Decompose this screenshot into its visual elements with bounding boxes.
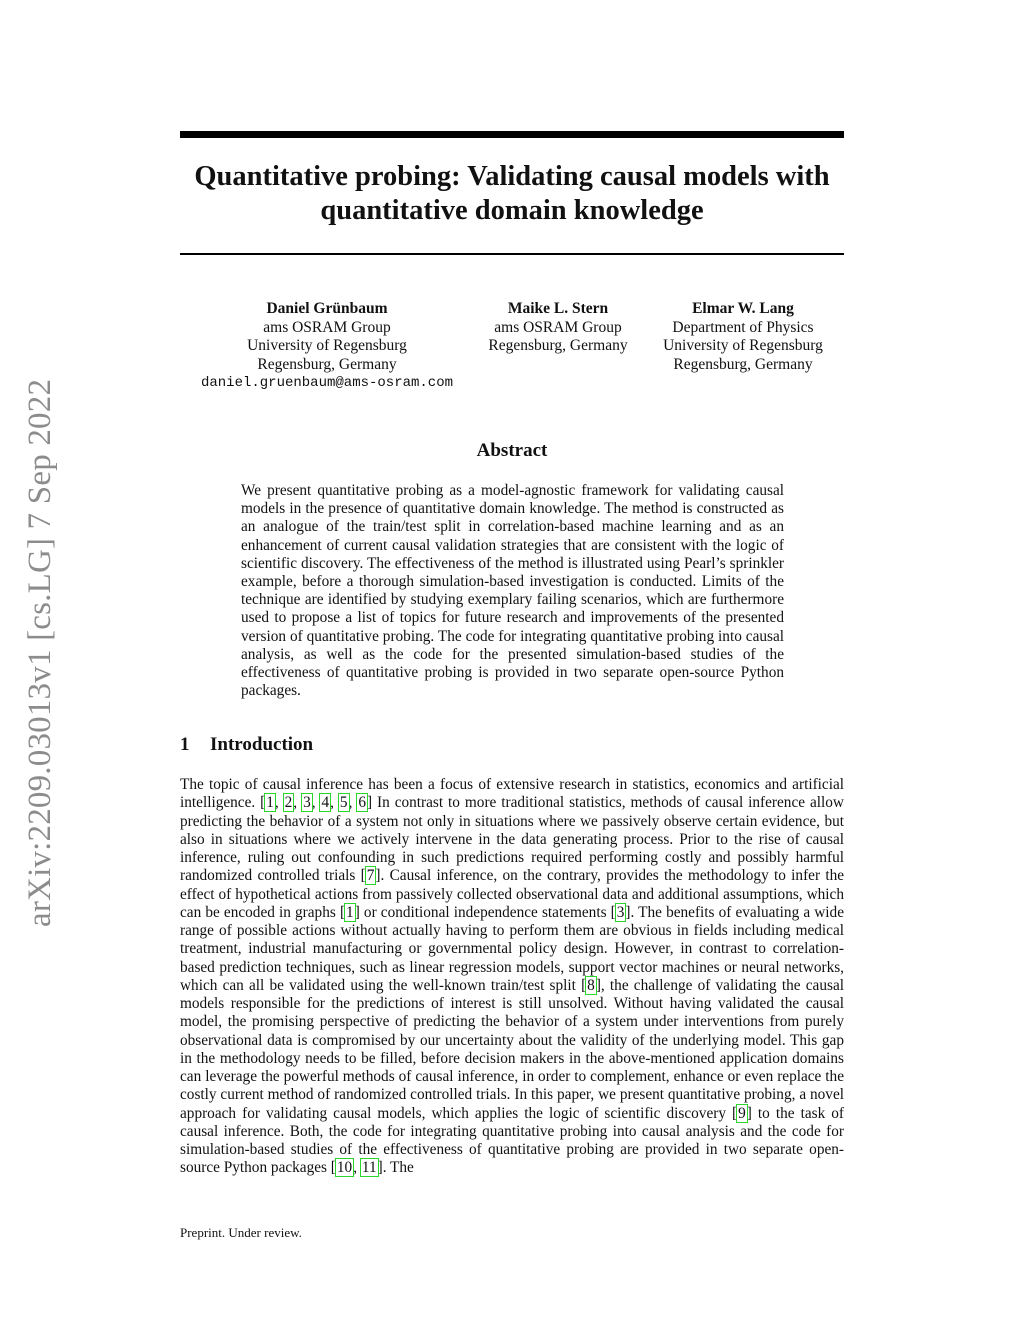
citation-link[interactable]: 4 [321,794,330,812]
citation-link[interactable]: 3 [616,903,625,921]
author-name: Maike L. Stern [507,300,609,317]
citation-link[interactable]: 6 [358,794,366,812]
abstract-text: We present quantitative probing as a model-agnostic framework for validating causal models in the presence of quantitative domain knowledge. The method is constructed as an analogue of the train/test split in correlation-based machine learning and as an enhancement of current causal validation strategies that are consistent with the logic of scientific discovery. The effectiveness of the method is illustrated using Pearl’s sprinkler example, before a thorough simulation-based investigation is conducted. Limits of the technique are identified by studying exemplary failing scenarios, which are furthermore used to propose a list of topics for future research and improvements of the presented version of quantitative probing. The code for integrating quantitative probing into causal analysis, as well as the code for the presented simulation-based studies of the effectiveness of quantitative probing is provided in two separate open-source Python packages. [241,482,784,700]
author-affiliation: University of Regensburg [663,337,823,354]
citation-link[interactable]: 8 [587,976,595,994]
citation-link[interactable]: 9 [738,1104,746,1122]
section-title: Introduction [210,734,314,755]
arxiv-identifier: arXiv:2209.03013v1 [cs.LG] 7 Sep 2022 [22,378,58,927]
title-rule-top [180,131,844,138]
intro-text: ] to the task of causal inference. Both, the code for integrating quantitative probing into causal analysis and the code for simulation-based studies of the effectiveness of quantitative probing are provided in two separate open-source Python packages [ [180,1104,844,1177]
citation-link[interactable]: 10 [336,1159,353,1177]
intro-text: ], the challenge of validating the causal models responsible for the predictions of interest is still unsolved. Without having validated the causal model, the promising perspective of predicting the behavior of a system under interventions from purely observational data is compromised by our uncertainty about the validity of the underlying model. This gap in the methodology needs to be filled, before decision makers in the above-mentioned application domains can leverage the powerful methods of causal inference, in order to complement, enhance or even replace the costly current method of randomized controlled trials. In this paper, we present quantitative probing, a novel approach for validating causal models, which applies the logic of scientific discovery [ [180,976,844,1122]
author-affiliation: Regensburg, Germany [673,355,813,373]
intro-text: ] In contrast to more traditional statistics, methods of causal inference allow predicting the behavior of a system not only in situations where we passively observe certain evidence, but also in situations where we actively intervene in the data generating process. Prior to the rise of causal inference, ruling out confounding in such predictions required performing costly and possibly harmful randomized controlled trials [ [180,794,844,885]
citation-link[interactable]: 1 [266,794,274,812]
author-affiliation: Regensburg, Germany [257,355,397,373]
author-1 [187,300,467,393]
author-affiliation: Regensburg, Germany [488,337,628,354]
introduction-paragraph: The topic of causal inference has been a focus of extensive research in statistics, economics and artificial intelligence. [1, 2, 3, 4, 5, 6] In contrast to more traditional statistics, methods of causal inference allow predicting the behavior of a system not only in situations where we passively observe certain evidence, but also in situations where we actively intervene in the data generating process. Prior to the rise of causal inference, ruling out confounding in such predictions required performing costly and possibly harmful randomized controlled trials [7]. Causal inference, on the contrary, provides the methodology to infer the effect of hypothetical actions from passively collected observational data and additional assumptions, which can be encoded in graphs [1] or conditional independence statements [3]. The benefits of evaluating a wide range of possible actions without actually having to perform them are obvious in fields including medical treatment, industrial manufacturing or governmental policy design. However, in contrast to correlation-based prediction techniques, such as linear regression models, support vector machines or neural networks, which can all be validated using the well-known train/test split [8], the challenge of validating the causal models responsible for the predictions of interest is still unsolved. Without having validated the causal model, the promising perspective of predicting the behavior of a system under interventions from purely observational data is compromised by our uncertainty about the validity of the underlying model. This gap in the methodology needs to be filled, before decision makers in the above-mentioned application domains can leverage the powerful methods of causal inference, in order to complement, enhance or even replace the costly current method of randomized controlled trials. In this paper, we present quantitative probing, a novel approach for validating causal models, which applies the logic of scientific discovery [9] to the task of causal inference. Both, the code for integrating quantitative probing into causal analysis and the code for simulation-based studies of the effectiveness of quantitative probing are provided in two separate open-source Python packages [10, 11]. The [180,776,845,1177]
author-affiliation: ams OSRAM Group [494,318,622,336]
section-number: 1 [180,734,190,755]
citation-link[interactable]: 11 [361,1159,377,1177]
section-heading [180,734,313,756]
citation-link[interactable]: 5 [339,794,348,812]
intro-text: ]. Causal inference, on the contrary, provides the methodology to infer the effect of hypothetical actions from passively collected observational data and additional assumptions, which can be encoded in graphs [ [180,867,845,921]
intro-text: ]. The benefits of evaluating a wide range of possible actions without actually having to perform them are obvious in fields including medical treatment, industrial manufacturing or governmental policy design. However, in contrast to correlation-based prediction techniques, such as linear regression models, support vector machines or neural networks, which can all be validated using the well-known train/test split [ [180,903,844,994]
citation-link[interactable]: 3 [303,794,311,812]
author-2 [478,300,638,356]
author-affiliation: University of Regensburg [247,337,407,354]
intro-text: The topic of causal inference has been a focus of extensive research in statistics, economics and artificial intelligence. [ [180,776,844,812]
author-email[interactable]: daniel.gruenbaum@ams-osram.com [200,375,454,391]
abstract-heading: Abstract [476,440,548,461]
author-3 [648,300,838,374]
paper-title: Quantitative probing: Validating causal models with quantitative domain knowledge [194,161,830,226]
author-name: Elmar W. Lang [692,300,794,317]
citation-link[interactable]: 7 [366,867,375,885]
intro-text: ]. The [377,1159,414,1177]
title-rule-bottom [180,253,844,255]
author-affiliation: ams OSRAM Group [263,318,391,336]
citation-link[interactable]: 2 [284,794,293,812]
citation-link[interactable]: 1 [346,903,354,921]
preprint-footer: Preprint. Under review. [180,1225,302,1240]
intro-text: ] or conditional independence statements [ [354,903,616,921]
author-affiliation: Department of Physics [672,318,814,336]
author-name: Daniel Grünbaum [266,300,388,317]
